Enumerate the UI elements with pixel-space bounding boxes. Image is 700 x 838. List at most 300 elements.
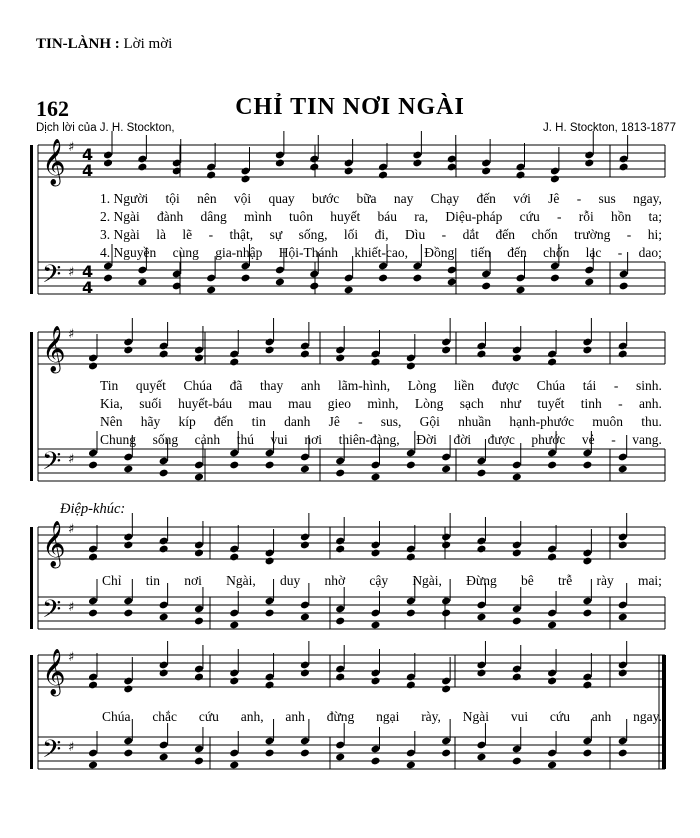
notehead	[265, 461, 275, 470]
lyric-syllable: đến	[495, 227, 515, 242]
lyric-syllable: Jê	[548, 191, 560, 206]
lyric-syllable: trễ	[557, 573, 573, 588]
notehead	[370, 358, 380, 367]
notehead	[618, 749, 628, 758]
notehead	[194, 757, 204, 766]
sharp-icon: ♯	[68, 327, 75, 342]
lyric-syllable: quay	[268, 191, 295, 206]
notehead	[550, 274, 560, 283]
verse-lyric-line	[100, 245, 662, 261]
lyric-syllable: sự	[269, 227, 283, 242]
notehead	[265, 749, 275, 758]
lyric-syllable: Nên	[100, 414, 123, 429]
lyric-syllable: dắt	[462, 227, 480, 242]
notehead	[512, 473, 522, 482]
notehead	[194, 549, 204, 558]
notehead	[441, 609, 451, 618]
sharp-icon: ♯	[68, 650, 75, 665]
notehead	[300, 613, 310, 622]
hymn-number: 162	[36, 96, 69, 121]
lyric-syllable: lối	[343, 227, 359, 242]
lyric-syllable: thay	[260, 378, 284, 393]
notehead	[547, 358, 557, 367]
lyric-syllable: Tin	[100, 378, 119, 393]
lyric-syllable: vui	[510, 709, 529, 724]
lyric-syllable: thú	[236, 432, 254, 447]
notehead	[194, 354, 204, 363]
final-barline-thick	[662, 655, 666, 769]
lyric-syllable: bữa	[356, 191, 377, 206]
notehead	[229, 553, 239, 562]
lyric-syllable: Chạy	[430, 191, 460, 206]
lyric-syllable: Lòng	[407, 378, 437, 393]
notehead	[344, 286, 354, 295]
notehead	[441, 685, 451, 694]
notehead	[547, 677, 557, 686]
notehead	[123, 541, 133, 550]
lyric-syllable: cậy	[369, 573, 389, 588]
notehead	[88, 681, 98, 690]
notehead	[194, 473, 204, 482]
lyric-syllable: Chỉ	[102, 573, 122, 588]
notehead	[275, 278, 285, 287]
notehead	[229, 677, 239, 686]
notehead	[582, 346, 592, 355]
notehead	[582, 461, 592, 470]
lyric-syllable: -	[576, 191, 582, 206]
notehead	[515, 171, 525, 180]
lyric-syllable: hạnh-phước	[509, 414, 575, 429]
lyric-syllable: tin	[145, 573, 161, 588]
lyric-syllable: tiến	[470, 245, 491, 260]
notehead	[378, 274, 388, 283]
refrain-label: Điệp-khúc:	[60, 501, 126, 517]
notehead	[476, 669, 486, 678]
refrain-lyric-line	[102, 709, 662, 725]
lyric-syllable: nhờ	[324, 573, 346, 588]
notehead	[265, 609, 275, 618]
lyric-syllable: Gội	[419, 414, 440, 429]
lyric-syllable: ngại	[376, 709, 400, 724]
lyric-syllable: -	[617, 245, 623, 260]
lyric-syllable: sus	[598, 191, 616, 206]
notehead	[300, 669, 310, 678]
lyric-syllable: Jê	[328, 414, 340, 429]
lyric-syllable: nơi	[184, 573, 202, 588]
lyric-syllable: huyết-báu	[178, 396, 233, 411]
notehead	[88, 609, 98, 618]
notehead	[441, 465, 451, 474]
lyric-syllable: -	[441, 227, 447, 242]
sharp-icon: ♯	[68, 522, 75, 537]
notehead	[265, 346, 275, 355]
notehead	[229, 358, 239, 367]
lyric-syllable: cùng	[172, 245, 199, 260]
notehead	[265, 557, 275, 566]
notehead	[582, 749, 592, 758]
lyric-syllable: tuyết	[537, 396, 565, 411]
lyric-syllable: bước	[311, 191, 340, 206]
notehead	[335, 673, 345, 682]
treble-clef-icon: 𝄞	[42, 326, 66, 372]
lyric-syllable: Diệu-pháp	[445, 209, 503, 224]
lyric-syllable: chốn	[531, 227, 558, 242]
treble-clef-icon: 𝄞	[42, 139, 66, 185]
lyric-syllable: Ngài	[462, 709, 489, 724]
lyric-syllable: rỗi	[578, 209, 594, 224]
notehead	[447, 163, 457, 172]
notehead	[618, 350, 628, 359]
notehead	[406, 681, 416, 690]
notehead	[123, 685, 133, 694]
verse-lyric-line	[100, 191, 662, 207]
notehead	[476, 350, 486, 359]
lyric-syllable: -	[208, 227, 214, 242]
notehead	[547, 621, 557, 630]
verse-lyric-line	[100, 209, 662, 225]
notehead	[194, 617, 204, 626]
notehead	[441, 749, 451, 758]
lyric-syllable: sạch	[459, 396, 484, 411]
lyric-syllable: rày,	[421, 709, 441, 724]
notehead	[88, 553, 98, 562]
notehead	[159, 613, 169, 622]
notehead	[370, 677, 380, 686]
lyric-syllable: lạc	[585, 245, 602, 260]
notehead	[619, 163, 629, 172]
lyric-syllable: đi,	[374, 227, 389, 242]
notehead	[123, 749, 133, 758]
notehead	[88, 461, 98, 470]
lyric-syllable: đành	[157, 209, 184, 224]
lyric-syllable: 3. Ngài	[100, 227, 140, 242]
notehead	[378, 171, 388, 180]
lyric-syllable: -	[613, 378, 619, 393]
system-bracket	[30, 145, 33, 294]
lyric-syllable: ngay.	[633, 709, 662, 724]
lyric-syllable: -	[358, 414, 363, 429]
refrain-lyric-line	[102, 573, 662, 589]
lyric-syllable: anh	[285, 709, 305, 724]
system-bracket	[30, 527, 33, 629]
lyric-syllable: nên	[197, 191, 217, 206]
notehead	[103, 274, 113, 283]
sharp-icon: ♯	[68, 140, 75, 155]
notehead	[300, 465, 310, 474]
notehead	[300, 749, 310, 758]
lyric-syllable: thật,	[229, 227, 254, 242]
lyric-syllable: cứu	[198, 709, 219, 724]
lyric-syllable: vui	[270, 432, 288, 447]
bass-clef-icon: 𝄢	[42, 595, 62, 630]
lyric-syllable: anh	[300, 378, 321, 393]
bass-clef-icon: 𝄢	[42, 260, 62, 295]
notehead	[159, 469, 169, 478]
system-bracket	[30, 332, 33, 481]
notehead	[300, 541, 310, 550]
notehead	[547, 553, 557, 562]
lyric-syllable: gia-nhập	[215, 245, 263, 260]
notehead	[584, 159, 594, 168]
verse-lyric-line	[100, 414, 662, 430]
notehead	[206, 171, 216, 180]
lyric-syllable: nhuần	[458, 414, 492, 429]
notehead	[582, 609, 592, 618]
lyric-syllable: liền	[453, 378, 475, 393]
treble-clef-icon: 𝄞	[42, 649, 66, 695]
time-signature-top: 4	[82, 145, 94, 164]
lyric-syllable: 1. Người	[100, 191, 149, 206]
lyric-syllable: ra,	[414, 209, 429, 224]
notehead	[265, 681, 275, 690]
time-signature-top: 4	[82, 262, 94, 281]
lyric-syllable: quyết	[135, 378, 166, 393]
lyric-syllable: rày	[596, 573, 614, 588]
lyric-syllable: là	[156, 227, 166, 242]
lyric-syllable: Chúa	[536, 378, 566, 393]
notehead	[618, 541, 628, 550]
lyric-syllable: phước	[531, 432, 566, 447]
notehead	[550, 175, 560, 184]
sharp-icon: ♯	[68, 452, 75, 467]
notehead	[137, 278, 147, 287]
lyric-syllable: Chúa	[183, 378, 213, 393]
notehead	[159, 350, 169, 359]
verse-lyric-line	[100, 432, 662, 448]
notehead	[512, 549, 522, 558]
notehead	[582, 557, 592, 566]
lyric-syllable: Dìu	[404, 227, 426, 242]
time-signature-bottom: 4	[82, 161, 94, 180]
lyric-syllable: hi;	[647, 227, 662, 242]
bass-clef-icon: 𝄢	[42, 447, 62, 482]
notehead	[335, 617, 345, 626]
lyric-syllable: ta;	[648, 209, 662, 224]
verse-lyric-line	[100, 396, 662, 412]
notehead	[481, 167, 491, 176]
notehead	[335, 354, 345, 363]
notehead	[406, 553, 416, 562]
lyric-syllable: mau	[288, 396, 312, 411]
lyric-syllable: lãm-hình,	[338, 378, 391, 393]
notehead	[194, 673, 204, 682]
lyric-syllable: 4. Nguyền	[100, 245, 157, 260]
notehead	[309, 163, 319, 172]
notehead	[275, 159, 285, 168]
notehead	[406, 761, 416, 770]
lyric-syllable: nơi	[304, 432, 322, 447]
translator-credit: Dịch lời của J. H. Stockton,	[36, 122, 175, 134]
notehead	[206, 286, 216, 295]
lyric-syllable: 2. Ngài	[100, 209, 140, 224]
lyric-syllable: -	[556, 209, 562, 224]
notehead	[159, 753, 169, 762]
lyric-syllable: muôn	[592, 414, 623, 429]
notehead	[547, 761, 557, 770]
notehead	[618, 613, 628, 622]
notehead	[412, 159, 422, 168]
lyric-syllable: Kia,	[100, 396, 123, 411]
lyric-syllable: vang.	[632, 432, 662, 447]
notehead	[370, 549, 380, 558]
lyric-syllable: Hội-Thánh	[278, 245, 338, 260]
notehead	[123, 609, 133, 618]
lyric-syllable: tội	[165, 191, 180, 206]
lyric-syllable: tin	[251, 414, 266, 429]
lyric-syllable: hồn	[610, 209, 632, 224]
lyric-syllable: cảnh	[194, 432, 221, 447]
lyric-syllable: cứu	[519, 209, 540, 224]
verse-lyric-line	[100, 378, 662, 394]
time-signature-bottom: 4	[82, 278, 94, 297]
lyric-syllable: dao;	[638, 245, 662, 260]
notehead	[476, 613, 486, 622]
lyric-syllable: anh	[591, 709, 612, 724]
lyric-syllable: vội	[233, 191, 252, 206]
notehead	[547, 461, 557, 470]
lyric-syllable: với	[513, 191, 531, 206]
lyric-syllable: sống	[152, 432, 179, 447]
lyric-syllable: đến	[507, 245, 527, 260]
lyric-syllable: sinh.	[635, 378, 662, 393]
notehead	[618, 465, 628, 474]
lyric-syllable: được	[487, 432, 515, 447]
notehead	[159, 669, 169, 678]
lyric-syllable: thiên-đàng,	[338, 432, 400, 447]
notehead	[137, 163, 147, 172]
lyric-syllable: trường	[574, 227, 611, 242]
notehead	[335, 753, 345, 762]
sharp-icon: ♯	[68, 265, 75, 280]
system-bracket	[30, 655, 33, 769]
lyric-syllable: -	[626, 227, 632, 242]
notehead	[240, 175, 250, 184]
lyric-syllable: đến	[213, 414, 234, 429]
notehead	[159, 545, 169, 554]
notehead	[335, 545, 345, 554]
lyric-syllable: Lòng	[414, 396, 444, 411]
lyric-syllable: thu.	[641, 414, 662, 429]
notehead	[335, 469, 345, 478]
notehead	[370, 757, 380, 766]
notehead	[123, 346, 133, 355]
lyric-syllable: được	[491, 378, 519, 393]
notehead	[370, 621, 380, 630]
lyric-syllable: Ngài,	[412, 573, 442, 588]
lyric-syllable: duy	[279, 573, 301, 588]
lyric-syllable: Đời	[416, 432, 437, 447]
lyric-syllable: Chung	[100, 432, 137, 447]
lyric-syllable: vẻ	[581, 432, 595, 447]
sharp-icon: ♯	[68, 740, 75, 755]
lyric-syllable: sống,	[298, 227, 328, 242]
lyric-syllable: gieo	[327, 396, 351, 411]
lyric-syllable: tuôn	[289, 209, 314, 224]
lyric-syllable: dâng	[200, 209, 227, 224]
notehead	[103, 159, 113, 168]
page-header: TIN-LÀNH : Lời mời	[36, 36, 173, 52]
notehead	[370, 473, 380, 482]
lyric-syllable: sus,	[380, 414, 402, 429]
lyric-syllable: tinh	[580, 396, 602, 411]
notehead	[447, 278, 457, 287]
notehead	[344, 167, 354, 176]
lyric-syllable: đến	[476, 191, 496, 206]
notehead	[619, 282, 629, 291]
notehead	[229, 761, 239, 770]
hymn-title: CHỈ TIN NƠI NGÀI	[235, 94, 465, 120]
lyric-syllable: hãy	[140, 414, 161, 429]
notehead	[88, 362, 98, 371]
lyric-syllable: đời	[453, 432, 472, 447]
lyric-syllable: mình	[244, 209, 272, 224]
treble-clef-icon: 𝄞	[42, 521, 66, 567]
lyric-syllable: bê	[520, 573, 534, 588]
lyric-syllable: -	[618, 396, 623, 411]
notehead	[584, 278, 594, 287]
notehead	[412, 274, 422, 283]
lyric-syllable: đã	[229, 378, 243, 393]
lyric-syllable: khiết-cao,	[354, 245, 408, 260]
category-label: TIN-LÀNH	[36, 36, 112, 52]
notehead	[476, 545, 486, 554]
lyric-syllable: báu	[377, 209, 398, 224]
notehead	[515, 286, 525, 295]
lyric-syllable: Chúa	[102, 709, 131, 724]
notehead	[240, 274, 250, 283]
notehead	[406, 362, 416, 371]
notehead	[441, 346, 451, 355]
lyric-syllable: cứu	[549, 709, 570, 724]
lyric-syllable: đừng	[326, 709, 355, 724]
lyric-syllable: chốn	[543, 245, 570, 260]
lyric-syllable: ngay,	[633, 191, 662, 206]
notehead	[229, 621, 239, 630]
lyric-syllable: anh,	[240, 709, 264, 724]
notehead	[300, 350, 310, 359]
lyric-syllable: chắc	[152, 709, 178, 724]
lyric-syllable: mình,	[367, 396, 399, 411]
notehead	[512, 354, 522, 363]
lyric-syllable: lẽ	[182, 227, 193, 242]
notehead	[582, 681, 592, 690]
notehead	[406, 609, 416, 618]
notehead	[406, 461, 416, 470]
lyric-syllable: anh.	[638, 396, 662, 411]
notehead	[618, 669, 628, 678]
lyric-syllable: danh	[284, 414, 311, 429]
notehead	[481, 282, 491, 291]
lyric-syllable: kíp	[178, 414, 196, 429]
notehead	[512, 757, 522, 766]
notehead	[309, 282, 319, 291]
lyric-syllable: huyết	[330, 209, 361, 224]
lyric-syllable: suối	[139, 396, 162, 411]
notehead	[512, 673, 522, 682]
lyric-syllable: Đồng	[424, 245, 455, 260]
lyric-syllable: mai;	[637, 573, 662, 588]
notehead	[476, 469, 486, 478]
lyric-syllable: Ngài,	[226, 573, 256, 588]
lyric-syllable: mau	[248, 396, 272, 411]
notehead	[441, 541, 451, 550]
notehead	[476, 753, 486, 762]
lyric-syllable: Đừng	[466, 573, 497, 588]
lyric-syllable: nay	[393, 191, 414, 206]
notehead	[88, 761, 98, 770]
notehead	[123, 465, 133, 474]
bass-clef-icon: 𝄢	[42, 735, 62, 770]
